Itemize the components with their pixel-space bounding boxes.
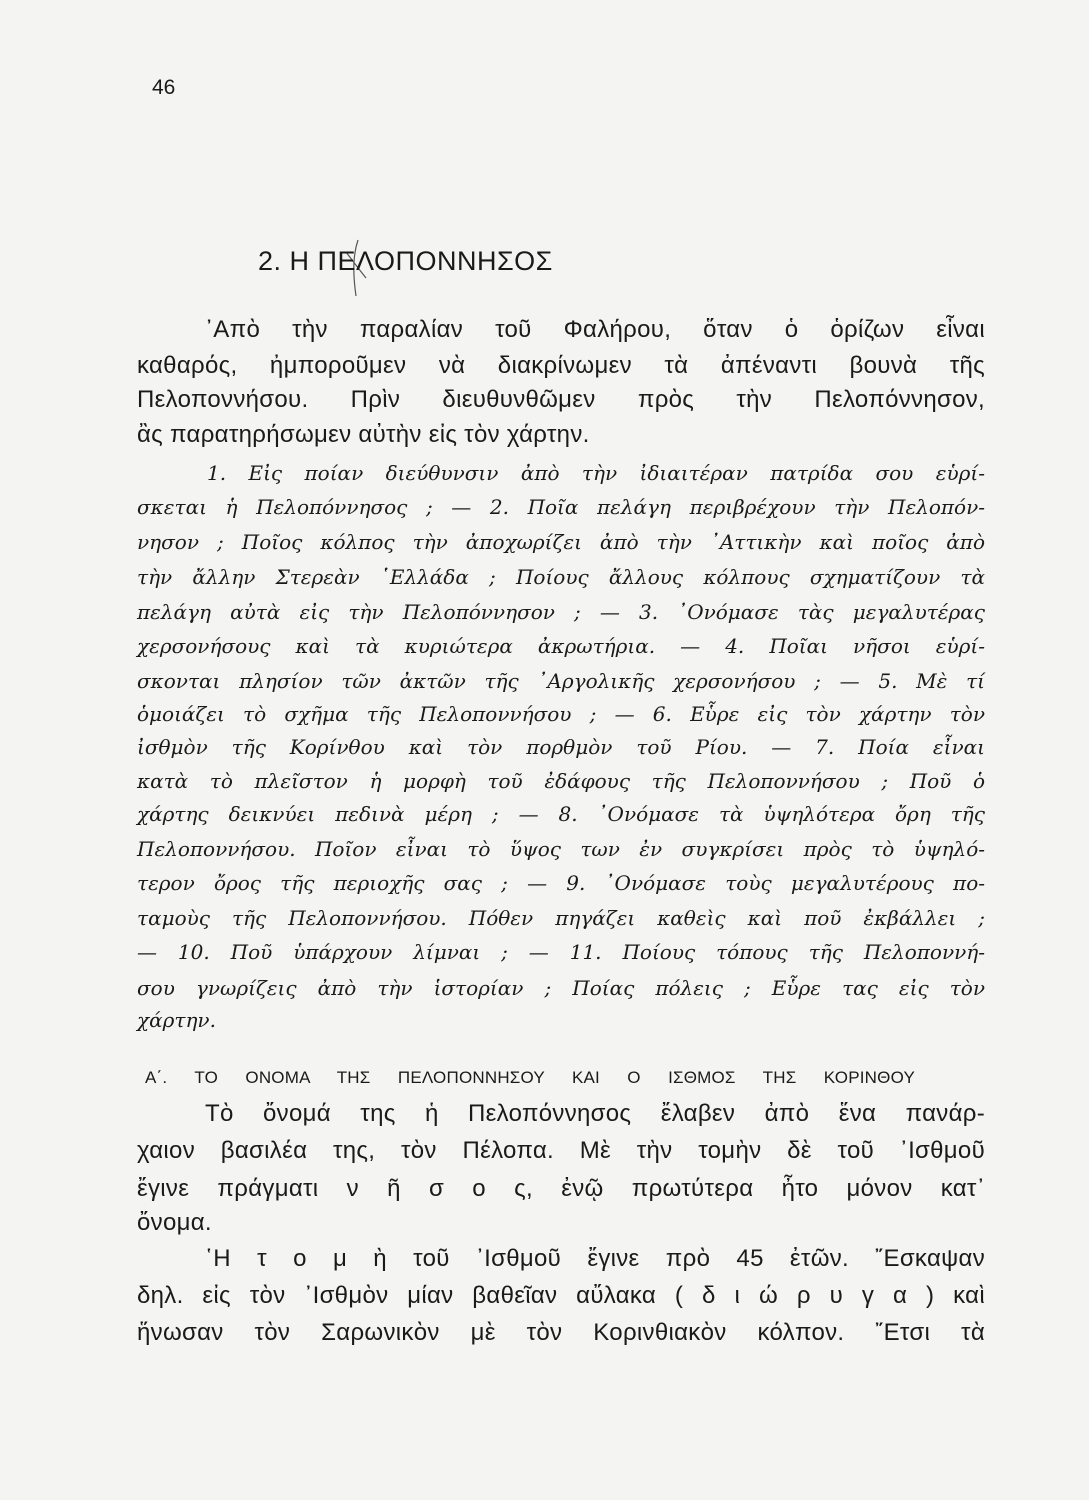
section-paragraph-1-line: χαιον βασιλέα της, τὸν Πέλοπα. Μὲ τὴν τομὴν δὲ τοῦ ᾿Ισθμοῦ	[137, 1137, 985, 1164]
questions-line: σκεται ἡ Πελοπόννησος ; — 2. Ποῖα πελάγη περιβρέχουν τὴν Πελοπόν-	[137, 495, 985, 519]
questions-line: 1. Εἰς ποίαν διεύθυνσιν ἀπὸ τὴν ἰδιαιτέραν πατρίδα σου εὑρί-	[207, 461, 985, 485]
intro-paragraph-line: καθαρός, ἠμποροῦμεν νὰ διακρίνωμεν τὰ ἀπέναντι βουνὰ τῆς	[137, 352, 985, 379]
questions-line: τὴν ἄλλην Στερεὰν ῾Ελλάδα ; Ποίους ἄλλους κόλπους σχηματίζουν τὰ	[137, 565, 985, 589]
section-paragraph-2-line: ἥνωσαν τὸν Σαρωνικὸν μὲ τὸν Κορινθιακὸν κόλπον. ῎Ετσι τὰ	[137, 1319, 985, 1346]
questions-line: χάρτης δεικνύει πεδινὰ μέρη ; — 8. ᾿Ονόμασε τὰ ὑψηλότερα ὄρη τῆς	[137, 802, 985, 826]
questions-line: Πελοποννήσου. Ποῖον εἶναι τὸ ὕψος των ἐν συγκρίσει πρὸς τὸ ὑψηλό-	[137, 837, 985, 861]
section-paragraph-1-line: Τὸ ὄνομά της ἡ Πελοπόννησος ἔλαβεν ἀπὸ ἕνα πανάρ-	[205, 1100, 985, 1127]
section-heading: Α΄. ΤΟ ΟΝΟΜΑ ΤΗΣ ΠΕΛΟΠΟΝΝΗΣΟΥ ΚΑΙ Ο ΙΣΘΜΟΣ ΤΗΣ ΚΟΡΙΝΘΟΥ	[145, 1068, 915, 1087]
section-paragraph-1-line: ἔγινε πράγματι ν ῆ σ ο ς, ἐνῷ πρωτύτερα ἦτο μόνον κατ᾿	[137, 1175, 985, 1202]
intro-paragraph-line: Πελοποννήσου. Πρὶν διευθυνθῶμεν πρὸς τὴν Πελοπόννησον,	[137, 386, 985, 413]
section-paragraph-1-line: ὄνομα.	[137, 1209, 212, 1236]
chapter-title: 2. Η ΠΕΛΟΠΟΝΝΗΣΟΣ	[258, 246, 553, 276]
section-paragraph-2-line: ῾Η τ ο μ ὴ τοῦ ᾿Ισθμοῦ ἔγινε πρὸ 45 ἐτῶν. ῎Εσκαψαν	[205, 1245, 985, 1272]
intro-paragraph-line: ᾿Απὸ τὴν παραλίαν τοῦ Φαλήρου, ὅταν ὁ ὁρίζων εἶναι	[205, 316, 985, 343]
questions-line: ἰσθμὸν τῆς Κορίνθου καὶ τὸν πορθμὸν τοῦ Ρίου. — 7. Ποία εἶναι	[137, 735, 985, 759]
questions-line: κατὰ τὸ πλεῖστον ἡ μορφὴ τοῦ ἐδάφους τῆς Πελοποννήσου ; Ποῦ ὁ	[137, 769, 985, 793]
questions-line: σου γνωρίζεις ἀπὸ τὴν ἱστορίαν ; Ποίας πόλεις ; Εὗρε τας εἰς τὸν	[137, 976, 985, 1000]
questions-line: τερον ὄρος τῆς περιοχῆς σας ; — 9. ᾿Ονόμασε τοὺς μεγαλυτέρους πο-	[137, 871, 985, 895]
questions-line: ὁμοιάζει τὸ σχῆμα τῆς Πελοποννήσου ; — 6. Εὗρε εἰς τὸν χάρτην τὸν	[137, 702, 985, 726]
questions-line: χερσονήσους καὶ τὰ κυριώτερα ἀκρωτήρια. — 4. Ποῖαι νῆσοι εὑρί-	[137, 634, 985, 658]
page-number: 46	[152, 76, 176, 99]
questions-line: — 10. Ποῦ ὑπάρχουν λίμναι ; — 11. Ποίους τόπους τῆς Πελοποννή-	[137, 940, 985, 964]
intro-paragraph-line: ἂς παρατηρήσωμεν αὐτὴν εἰς τὸν χάρτην.	[137, 421, 590, 448]
questions-line: πελάγη αὐτὰ εἰς τὴν Πελοπόννησον ; — 3. ᾿Ονόμασε τὰς μεγαλυτέρας	[137, 600, 985, 624]
questions-line: ταμοὺς τῆς Πελοποννήσου. Πόθεν πηγάζει καθεὶς καὶ ποῦ ἐκβάλλει ;	[137, 906, 985, 930]
section-paragraph-2-line: δηλ. εἰς τὸν ᾿Ισθμὸν μίαν βαθεῖαν αὔλακα ( δ ι ώ ρ υ γ α ) καὶ	[137, 1282, 985, 1309]
questions-line: σκονται πλησίον τῶν ἀκτῶν τῆς ᾿Αργολικῆς χερσονήσου ; — 5. Μὲ τί	[137, 669, 985, 693]
questions-line: χάρτην.	[137, 1008, 216, 1032]
questions-line: νησον ; Ποῖος κόλπος τὴν ἀποχωρίζει ἀπὸ τὴν ᾿Αττικὴν καὶ ποῖος ἀπὸ	[137, 530, 985, 554]
